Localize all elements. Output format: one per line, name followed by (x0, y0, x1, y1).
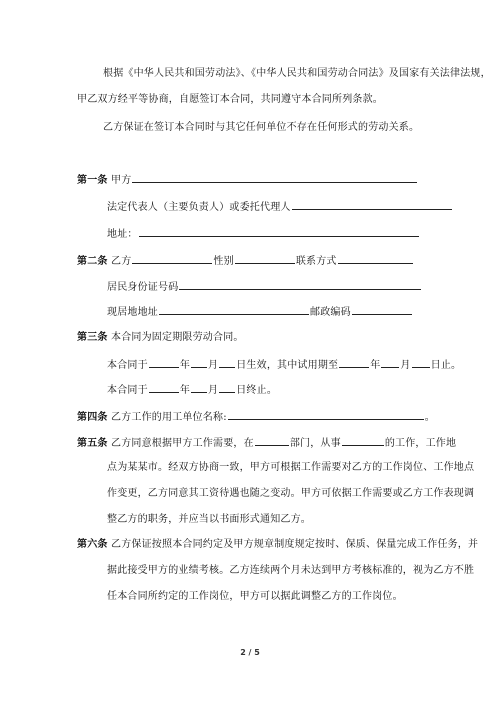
probation-end-text: 日止。 (430, 360, 462, 371)
address-field[interactable] (139, 226, 419, 237)
address-label: 地址： (107, 229, 138, 240)
year-label-3: 年 (179, 385, 191, 396)
month-label: 月 (208, 360, 219, 371)
end-prefix: 本合同于 (107, 385, 148, 396)
start-year-field[interactable] (149, 357, 179, 368)
id-number-field[interactable] (179, 279, 421, 290)
article-5-line-2: 点为某某市。经双方协商一致，甲方可根据工作需要对乙方的工作岗位、工作地点 (107, 462, 475, 473)
article-5-line-3: 作变更，乙方同意其工资待遇也随之变动。甲方可依据工作需要或乙方工作表现调 (107, 488, 475, 499)
probation-year-field[interactable] (339, 357, 369, 368)
job-field[interactable] (342, 435, 384, 446)
article-5-part-3: 的工作，工作地 (384, 438, 457, 449)
month-label-3: 月 (208, 385, 219, 396)
article-1-row-address (107, 226, 420, 242)
probation-text: 日生效，其中试用期至 (236, 360, 339, 371)
current-address-label: 现居地地址 (107, 307, 158, 318)
article-4-heading: 第四条 (77, 412, 108, 423)
postal-code-label: 邮政编码 (310, 307, 351, 318)
article-4-text: 乙方工作的用工单位名称: (111, 412, 227, 423)
article-4-end-mark: 。 (424, 412, 435, 423)
article-3-row-term (107, 357, 461, 373)
terminate-text: 日终止。 (236, 385, 278, 396)
article-5-line-4: 整乙方的职务，并应当以书面形式通知乙方。 (107, 514, 311, 525)
end-day-field[interactable] (219, 382, 235, 393)
year-label: 年 (179, 360, 191, 371)
article-2-heading: 第二条 (77, 256, 108, 267)
contact-label: 联系方式 (295, 256, 337, 267)
article-1-row-party-a (77, 172, 418, 188)
start-month-field[interactable] (191, 357, 207, 368)
party-a-field[interactable] (132, 172, 417, 183)
article-1-heading: 第一条 (77, 175, 108, 186)
page-number: 2 / 5 (240, 648, 260, 657)
gender-field[interactable] (235, 253, 295, 264)
article-5-part-2: 部门，从事 (289, 438, 341, 449)
legal-rep-field[interactable] (292, 199, 452, 210)
article-3-text: 本合同为固定期限劳动合同。 (111, 332, 244, 343)
intro-line-3: 乙方保证在签订本合同时与其它任何单位不存在任何形式的劳动关系。 (103, 122, 420, 133)
article-5-line-1 (77, 435, 456, 451)
article-5-part-1: 乙方同意根据甲方工作需要，在 (111, 438, 254, 449)
party-b-name-field[interactable] (132, 253, 212, 264)
article-6-line-3: 任本合同所约定的工作岗位，甲方可以据此调整乙方的工作岗位。 (107, 591, 403, 602)
article-6-line-1 (77, 538, 478, 552)
postal-code-field[interactable] (352, 304, 412, 315)
month-label-2: 月 (400, 360, 411, 371)
contact-field[interactable] (338, 253, 413, 264)
article-6-text-1: 乙方保证按照本合同约定及甲方规章制度规定按时、保质、保量完成工作任务，并 (111, 539, 479, 550)
article-3-row-type (77, 331, 244, 345)
article-5-heading: 第五条 (77, 438, 108, 449)
employer-unit-field[interactable] (228, 409, 424, 420)
article-3-heading: 第三条 (77, 332, 108, 343)
article-2-row-id (107, 279, 422, 295)
article-4-row (77, 409, 435, 425)
party-a-label: 甲方 (111, 175, 132, 186)
intro-line-2: 甲乙双方经平等协商，自愿签订本合同，共同遵守本合同所列条款。 (77, 94, 383, 105)
article-2-row-party-b (77, 253, 414, 269)
article-1-row-legal-rep (107, 199, 453, 215)
article-2-row-current-address (107, 304, 413, 320)
probation-day-field[interactable] (412, 357, 430, 368)
probation-month-field[interactable] (381, 357, 399, 368)
party-b-label: 乙方 (111, 256, 132, 267)
current-address-field[interactable] (159, 304, 309, 315)
legal-rep-label: 法定代表人（主要负责人）或委托代理人 (107, 202, 291, 213)
id-number-label: 居民身份证号码 (107, 282, 179, 293)
article-6-heading: 第六条 (77, 539, 108, 550)
term-prefix: 本合同于 (107, 360, 148, 371)
start-day-field[interactable] (219, 357, 235, 368)
end-month-field[interactable] (191, 382, 207, 393)
gender-label: 性别 (213, 256, 234, 267)
article-6-line-2: 据此接受甲方的业绩考核。乙方连续两个月未达到甲方考核标准的，视为乙方不胜 (107, 565, 475, 576)
end-year-field[interactable] (149, 382, 179, 393)
year-label-2: 年 (370, 360, 381, 371)
department-field[interactable] (255, 435, 289, 446)
article-3-row-end (107, 382, 277, 398)
intro-line-1: 根据《中华人民共和国劳动法》、《中华人民共和国劳动合同法》及国家有关法律法规， (103, 68, 491, 79)
